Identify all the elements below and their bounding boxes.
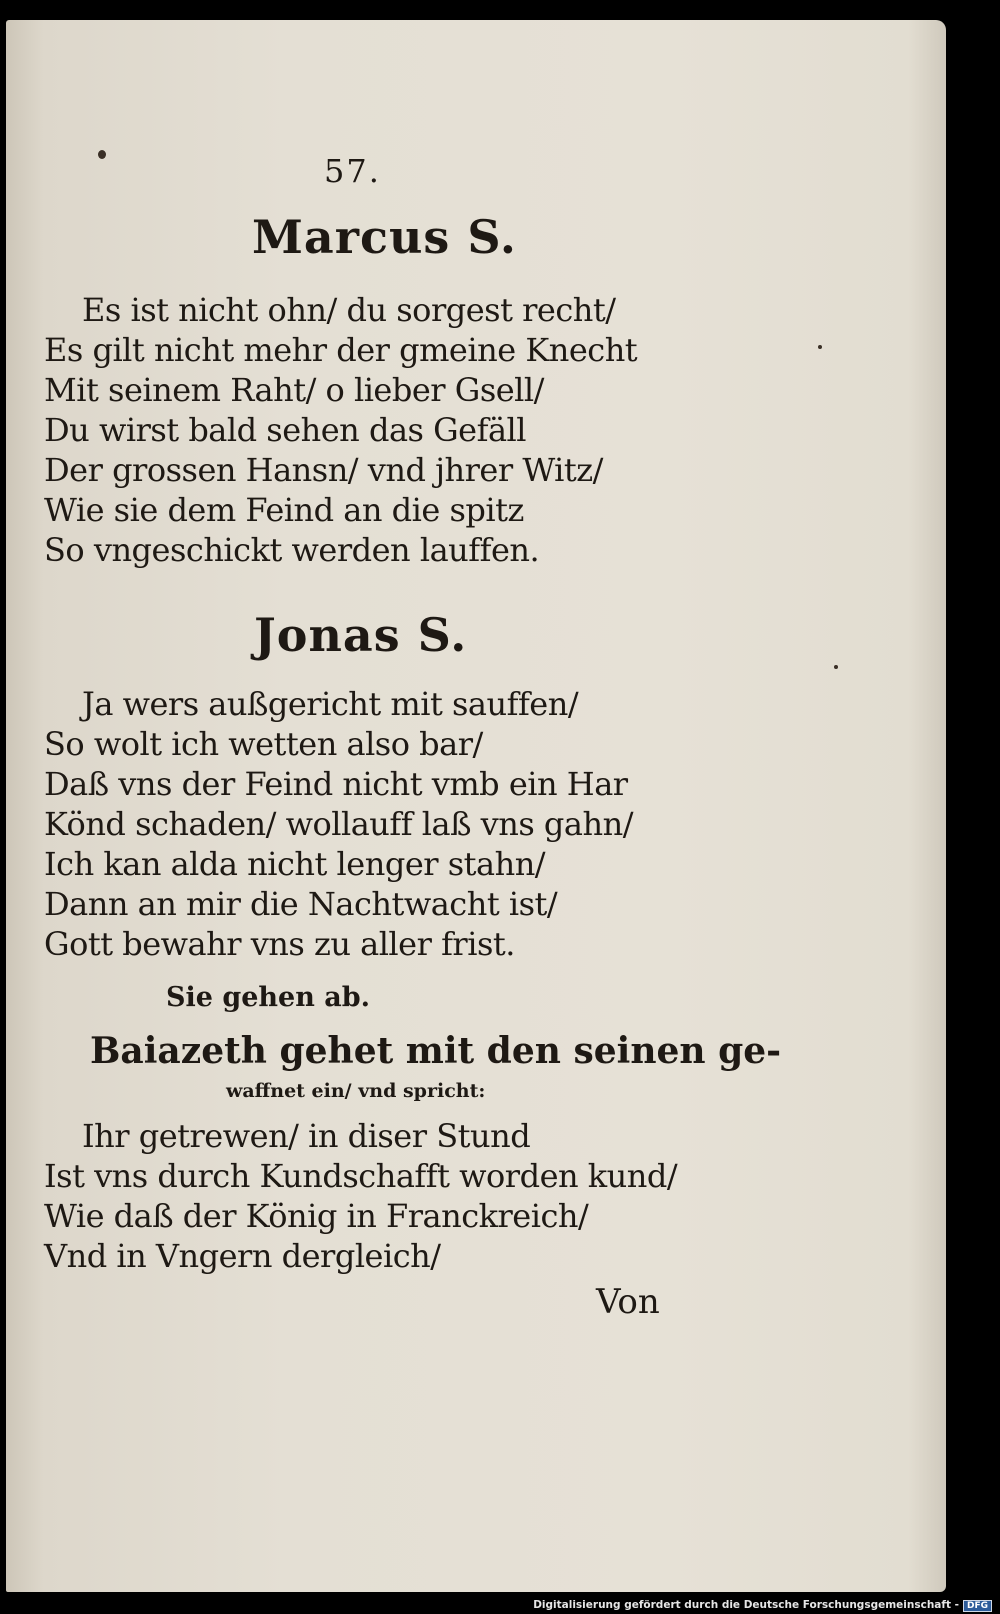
speaker-heading-marcus: Marcus S. <box>252 210 517 264</box>
verse-line: Vnd in Vngern dergleich/ <box>44 1237 441 1275</box>
entrance-direction-continued: waffnet ein/ vnd spricht: <box>226 1080 486 1102</box>
verse-line: Wie sie dem Feind an die spitz <box>44 491 524 529</box>
verse-block-marcus <box>44 290 637 570</box>
ink-blot <box>98 150 106 159</box>
page-number: 57. <box>324 152 381 190</box>
stage-direction: Sie gehen ab. <box>166 982 371 1013</box>
ink-speck <box>818 345 822 349</box>
verse-line: Ich kan alda nicht lenger stahn/ <box>44 845 546 883</box>
dfg-logo: DFG <box>963 1600 992 1612</box>
verse-line: Ist vns durch Kundschafft worden kund/ <box>44 1157 678 1195</box>
catchword: Von <box>596 1282 660 1322</box>
entrance-direction: Baiazeth gehet mit den seinen ge- <box>90 1030 782 1072</box>
verse-line: So vngeschickt werden lauffen. <box>44 531 540 569</box>
digitization-credit <box>533 1599 992 1612</box>
verse-line: Mit seinem Raht/ o lieber Gsell/ <box>44 371 544 409</box>
verse-line: Daß vns der Feind nicht vmb ein Har <box>44 765 628 803</box>
verse-line: Ihr getrewen/ in diser Stund <box>82 1117 531 1155</box>
verse-line: Du wirst bald sehen das Gefäll <box>44 411 526 449</box>
credit-text: Digitalisierung gefördert durch die Deutsche Forschungsgemeinschaft - <box>533 1599 959 1611</box>
speaker-heading-jonas: Jonas S. <box>254 608 468 662</box>
verse-line: Es gilt nicht mehr der gmeine Knecht <box>44 331 638 369</box>
verse-line: Dann an mir die Nachtwacht ist/ <box>44 885 558 923</box>
book-page <box>6 20 946 1592</box>
verse-line: Der grossen Hansn/ vnd jhrer Witz/ <box>44 451 603 489</box>
verse-line: Ja wers außgericht mit sauffen/ <box>82 685 579 723</box>
ink-speck <box>834 665 838 669</box>
verse-block-jonas <box>44 684 633 964</box>
verse-line: Wie daß der König in Franckreich/ <box>44 1197 589 1235</box>
verse-line: Könd schaden/ wollauff laß vns gahn/ <box>44 805 633 843</box>
verse-line: Es ist nicht ohn/ du sorgest recht/ <box>82 291 616 329</box>
verse-block-baiazeth <box>44 1116 677 1276</box>
verse-line: Gott bewahr vns zu aller frist. <box>44 925 515 963</box>
verse-line: So wolt ich wetten also bar/ <box>44 725 483 763</box>
